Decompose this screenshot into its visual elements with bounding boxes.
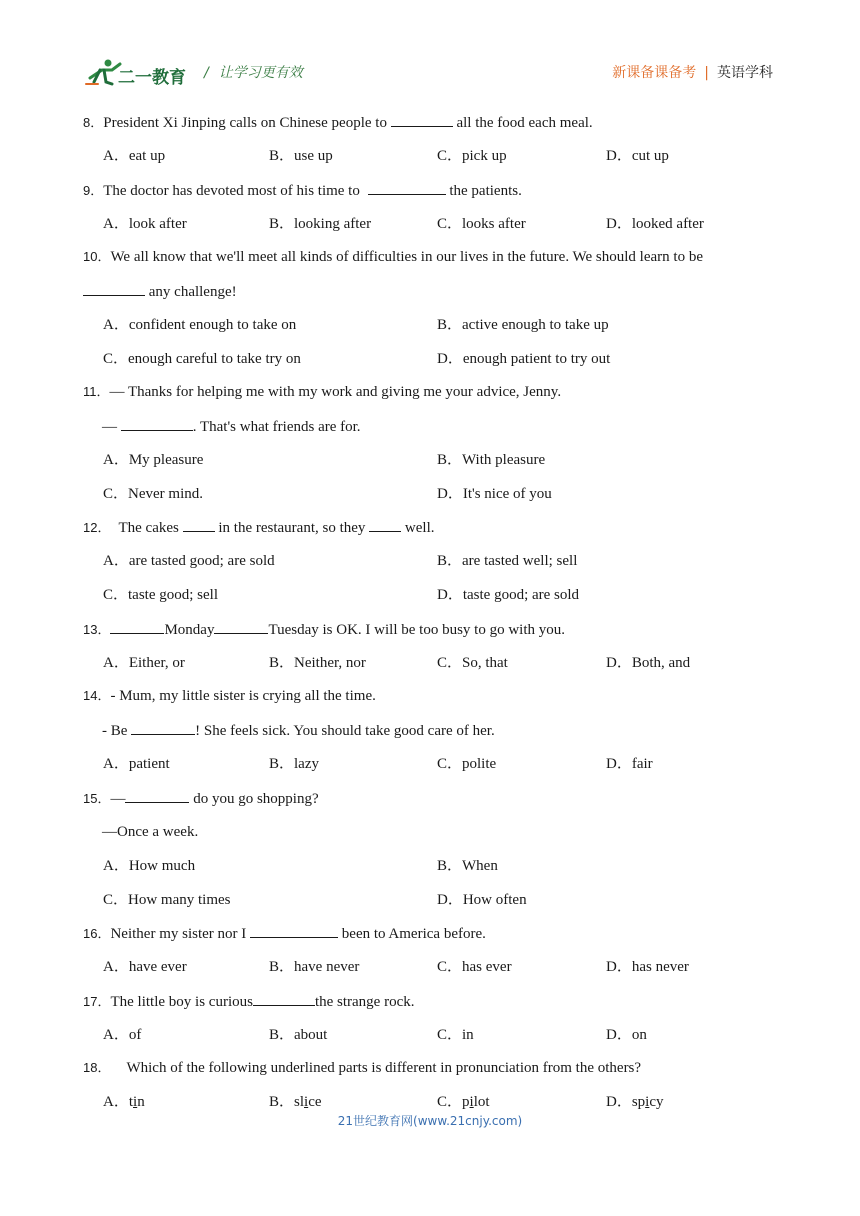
question-11-reply: — . That's what friends are for. — [102, 416, 361, 437]
question-15-option-d[interactable]: D．How often — [437, 892, 527, 908]
question-14-stem: 14．- Mum, my little sister is crying all the time. — [83, 688, 376, 704]
answer-blank[interactable] — [369, 517, 401, 532]
header-separator: | — [704, 65, 709, 81]
question-8-stem: 8．President Xi Jinping calls on Chinese people to all the food each meal. — [83, 112, 593, 133]
question-9-option-a[interactable]: A．look after — [103, 216, 187, 232]
question-11-stem: 11．— Thanks for helping me with my work and giving me your advice, Jenny. — [83, 384, 562, 400]
question-17-option-a[interactable]: A．of — [103, 1027, 142, 1043]
question-12-option-c[interactable]: C．taste good; sell — [103, 587, 218, 603]
answer-blank[interactable] — [131, 720, 195, 735]
header-right — [612, 62, 773, 82]
question-8-option-b[interactable]: B．use up — [269, 148, 333, 164]
question-10-option-b[interactable]: B．active enough to take up — [437, 317, 609, 333]
question-15-option-b[interactable]: B．When — [437, 858, 498, 874]
question-12-option-a[interactable]: A．are tasted good; are sold — [103, 553, 275, 569]
answer-blank[interactable] — [183, 517, 215, 532]
question-9-option-c[interactable]: C．looks after — [437, 216, 526, 232]
slogan-text: 让学习更有效 — [218, 65, 303, 81]
answer-blank[interactable] — [83, 281, 145, 296]
answer-blank[interactable] — [368, 180, 446, 195]
brand-logo — [84, 56, 192, 88]
question-15-reply: —Once a week. — [102, 824, 199, 840]
question-14-option-a[interactable]: A．patient — [103, 756, 170, 772]
question-16-option-a[interactable]: A．have ever — [103, 959, 187, 975]
question-18-option-a[interactable]: A．tin — [103, 1094, 145, 1110]
question-14-option-b[interactable]: B．lazy — [269, 756, 319, 772]
question-17-option-b[interactable]: B．about — [269, 1027, 328, 1043]
question-18-stem: 18． Which of the following underlined parts is different in pronunciation from the others? — [83, 1060, 642, 1076]
question-10-option-c[interactable]: C．enough careful to take try on — [103, 351, 301, 367]
question-11-option-b[interactable]: B．With pleasure — [437, 452, 546, 468]
question-16-stem: 16．Neither my sister nor I been to America before. — [83, 923, 486, 944]
question-11-option-a[interactable]: A．My pleasure — [103, 452, 204, 468]
question-13-stem: 13． Monday Tuesday is OK. I will be too busy to go with you. — [83, 619, 565, 640]
answer-blank[interactable] — [391, 112, 453, 127]
slogan: / 让学习更有效 — [204, 65, 303, 81]
question-9-stem: 9．The doctor has devoted most of his time to the patients. — [83, 180, 522, 201]
question-15-stem: 15．— do you go shopping? — [83, 788, 319, 809]
question-9-option-b[interactable]: B．looking after — [269, 216, 372, 232]
question-18-option-c[interactable]: C．pilot — [437, 1094, 490, 1110]
question-8-option-a[interactable]: A．eat up — [103, 148, 166, 164]
question-14-option-c[interactable]: C．polite — [437, 756, 497, 772]
answer-blank[interactable] — [214, 619, 268, 634]
question-10-option-d[interactable]: D．enough patient to try out — [437, 351, 611, 367]
question-16-option-d[interactable]: D．has never — [606, 959, 689, 975]
page-footer: 21世纪教育网(www.21cnjy.com) — [337, 1114, 523, 1128]
question-14-reply: - Be ! She feels sick. You should take good care of her. — [102, 720, 495, 741]
question-11-option-c[interactable]: C．Never mind. — [103, 486, 203, 502]
question-18-option-d[interactable]: D．spicy — [606, 1094, 664, 1110]
question-12-stem: 12． The cakes in the restaurant, so they well. — [83, 517, 434, 538]
question-11-option-d[interactable]: D．It's nice of you — [437, 486, 552, 502]
question-17-option-d[interactable]: D．on — [606, 1027, 647, 1043]
question-9-option-d[interactable]: D．looked after — [606, 216, 704, 232]
answer-blank[interactable] — [250, 923, 338, 938]
logo-text: 二一教育 — [118, 68, 186, 88]
answer-blank[interactable] — [110, 619, 164, 634]
question-15-option-c[interactable]: C．How many times — [103, 892, 231, 908]
question-17-stem: 17．The little boy is curious the strange rock. — [83, 991, 415, 1012]
question-13-option-c[interactable]: C．So, that — [437, 655, 508, 671]
question-16-option-b[interactable]: B．have never — [269, 959, 360, 975]
question-18-option-b[interactable]: B．slice — [269, 1094, 322, 1110]
answer-blank[interactable] — [125, 788, 189, 803]
subject-label: 英语学科 — [717, 65, 773, 81]
question-14-option-d[interactable]: D．fair — [606, 756, 653, 772]
question-10-stem-cont: any challenge! — [83, 281, 237, 302]
question-12-option-b[interactable]: B．are tasted well; sell — [437, 553, 578, 569]
question-10-option-a[interactable]: A．confident enough to take on — [103, 317, 297, 333]
question-8-option-d[interactable]: D．cut up — [606, 148, 669, 164]
question-15-option-a[interactable]: A．How much — [103, 858, 196, 874]
course-label: 新课备课备考 — [612, 65, 697, 81]
question-13-option-d[interactable]: D．Both, and — [606, 655, 691, 671]
answer-blank[interactable] — [253, 991, 315, 1006]
question-10-stem: 10．We all know that we'll meet all kinds of difficulties in our lives in the future. We should learn to be — [83, 249, 703, 265]
question-13-option-a[interactable]: A．Either, or — [103, 655, 185, 671]
question-16-option-c[interactable]: C．has ever — [437, 959, 512, 975]
question-8-option-c[interactable]: C．pick up — [437, 148, 507, 164]
question-12-option-d[interactable]: D．taste good; are sold — [437, 587, 580, 603]
question-17-option-c[interactable]: C．in — [437, 1027, 474, 1043]
question-13-option-b[interactable]: B．Neither, nor — [269, 655, 366, 671]
page-header — [0, 0, 860, 100]
answer-blank[interactable] — [121, 416, 193, 431]
